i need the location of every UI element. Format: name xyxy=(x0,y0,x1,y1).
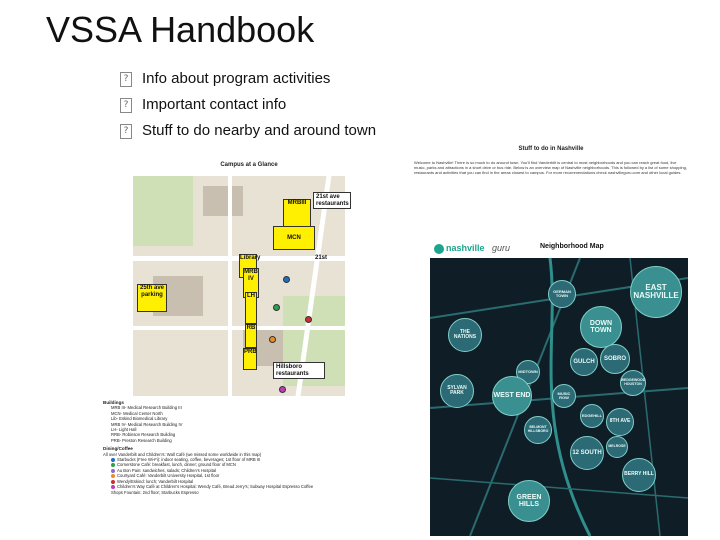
missing-glyph-icon: ? xyxy=(120,72,132,87)
label-text: RB xyxy=(246,325,256,331)
legend-dining-heading: Dining/Coffee xyxy=(103,446,133,452)
hood-label: GERMAN TOWN xyxy=(553,288,571,298)
bullet-item xyxy=(120,120,680,146)
legend-dining-intro: All over Vanderbilt and Children's: Wall Café (we missed some worldwide in this map) xyxy=(103,451,262,457)
label-text: 21st xyxy=(315,255,328,261)
hood-label: GULCH xyxy=(573,358,595,365)
legend-buildings-heading: Buildings xyxy=(103,400,124,405)
neighborhood-map-title: Neighborhood Map xyxy=(540,243,604,250)
hood-label: 8TH AVE xyxy=(609,418,631,425)
neighborhood-map-image xyxy=(430,258,688,536)
legend-text: Cornerstone Café: breakfast, lunch, dinner; ground floor of MCN xyxy=(117,462,236,468)
label-text: 21st ave restaurants xyxy=(316,194,349,207)
bullet-list xyxy=(120,68,680,146)
map-label-lh xyxy=(245,292,257,324)
legend-item: LH- Light Hall xyxy=(111,427,137,433)
hood-the-nations xyxy=(448,318,482,352)
blue-dot-icon xyxy=(111,458,115,462)
hood-label: MUSIC ROW xyxy=(557,390,571,400)
map-pin xyxy=(305,316,312,323)
hood-8th-ave xyxy=(606,408,634,436)
nashvilleguru-logo-icon xyxy=(434,244,444,254)
hood-label: WEDGEWOOD HOUSTON xyxy=(620,378,646,386)
hood-wedgewood-houston xyxy=(620,370,646,396)
slide-title: VSSA Handbook xyxy=(46,9,315,50)
hood-east-nashville xyxy=(630,266,682,318)
missing-glyph-icon: ? xyxy=(120,98,132,113)
campus-map-image xyxy=(133,176,349,396)
map-label-prb xyxy=(243,348,257,370)
hood-west-end xyxy=(492,376,532,416)
legend-item: PRB- Preston Research Building xyxy=(111,437,172,443)
map-label-mcn xyxy=(273,226,315,250)
map-label-hillsboro xyxy=(273,362,325,379)
missing-glyph-icon: ? xyxy=(120,124,132,139)
legend-text: Au Bon Pain: sandwiches, salads; Children's Hospital xyxy=(117,467,217,473)
hood-downtown xyxy=(580,306,622,348)
hood-berry-hill xyxy=(622,458,656,492)
hood-label: EAST NASHVILLE xyxy=(633,282,679,300)
magenta-dot-icon xyxy=(111,485,115,489)
stuff-to-do-title: Stuff to do in Nashville xyxy=(518,146,584,152)
legend-dining-item xyxy=(103,490,395,495)
hood-label: BELMONT HILLSBORO xyxy=(527,425,549,433)
hood-edgehill xyxy=(580,404,604,428)
hood-label: SYLVAN PARK xyxy=(447,384,467,396)
logo-word: guru xyxy=(492,243,511,253)
label-text: MRBIII xyxy=(287,200,307,206)
hood-gulch xyxy=(570,348,598,376)
red-dot-icon xyxy=(111,480,115,484)
hood-belmont-hillsboro xyxy=(524,416,552,444)
legend-item: MRB IV- Medical Research Building IV xyxy=(111,421,183,427)
map-label-mrbiii xyxy=(283,199,311,227)
hood-label: GREEN HILLS xyxy=(516,493,542,508)
hood-sobro xyxy=(600,344,630,374)
green-dot-icon xyxy=(111,463,115,467)
stuff-to-do-panel xyxy=(414,146,688,536)
hood-label: WEST END xyxy=(493,392,531,400)
map-pin xyxy=(283,276,290,283)
label-text: PRB xyxy=(244,349,257,355)
campus-map-panel xyxy=(103,160,395,535)
nashvilleguru-logo xyxy=(434,242,524,256)
hood-label: MELROSE xyxy=(608,444,626,449)
hood-label: BERRY HILL xyxy=(624,471,654,478)
map-pin xyxy=(273,304,280,311)
legend-item: Lib- Eskind Biomedical Library xyxy=(111,416,168,422)
bullet-item xyxy=(120,68,680,94)
neighborhood-map-header xyxy=(434,242,684,256)
bullet-item xyxy=(120,94,680,120)
purple-dot-icon xyxy=(111,469,115,473)
map-pin xyxy=(269,336,276,343)
bullet-text: Stuff to do nearby and around town xyxy=(142,122,377,139)
label-text: Library xyxy=(240,255,261,261)
legend-item: MRB III- Medical Research Building III xyxy=(111,405,182,411)
hood-label: MIDTOWN xyxy=(518,368,538,374)
campus-map-title: Campus at a Glance xyxy=(220,162,278,168)
label-text: LH xyxy=(247,293,255,299)
label-text: MRB IV xyxy=(244,269,258,282)
map-label-25th-parking xyxy=(137,284,167,312)
hood-german-town xyxy=(548,280,576,308)
hood-melrose xyxy=(606,436,628,458)
legend-text: Shops Fountain: 2nd floor; Starbucks Espresso xyxy=(111,489,199,495)
logo-word: nashville xyxy=(446,243,485,253)
hood-label: 12 SOUTH xyxy=(572,449,602,456)
legend-text: Wendy/Eskind: lunch; Vanderbilt Hospital xyxy=(117,478,194,484)
label-text: Hillsboro restaurants xyxy=(276,364,309,377)
legend-item: MCN- Medical Center North xyxy=(111,410,163,416)
legend-text: Children's Way Café at Children's Hospital: Wendy Café, Bread Jerry's; Subway Hospital Espresso Coffee xyxy=(117,484,314,490)
hood-label: SOBRO xyxy=(603,355,626,362)
hood-label: DOWN TOWN xyxy=(589,319,613,334)
bullet-text: Info about program activities xyxy=(142,70,331,87)
hood-sylvan-park xyxy=(440,374,474,408)
orange-dot-icon xyxy=(111,474,115,478)
hood-12-south xyxy=(570,436,604,470)
hood-music-row xyxy=(552,384,576,408)
map-label-rb xyxy=(245,324,257,348)
hood-label: EDGEHILL xyxy=(581,412,603,418)
stuff-to-do-intro: Welcome to Nashville! There is so much to do around town. You'll find Vanderbilt is central to most neighborhoods and you can reach great food, live music, parks and attractions in a short drive or bus ride. Below is an overview map of Nashville neighborhoods. This is followed by a list of some shopping, restaurants and activities that you can find in the areas closest to campus. For more recommendations check nashvilleguru.com and other local guides. xyxy=(414,160,687,176)
campus-map-legend xyxy=(103,400,395,495)
label-text: 25th ave parking xyxy=(139,285,164,298)
map-label-21st xyxy=(313,254,329,263)
map-label-21st-restaurants xyxy=(313,192,351,209)
legend-text: Courtyard Café: Vanderbilt University Hospital, 1st floor xyxy=(117,473,220,479)
label-text: MCN xyxy=(287,235,301,241)
hood-green-hills xyxy=(508,480,550,522)
bullet-text: Important contact info xyxy=(142,96,287,113)
map-pin xyxy=(279,386,286,393)
hood-label: THE NATIONS xyxy=(453,328,477,340)
legend-item: RRB- Robinson Research Building xyxy=(111,432,176,438)
legend-text: Starbucks (Free Wi-Fi): indoor seating, coffee, beverages; 1st floor of MRB III xyxy=(117,457,261,463)
